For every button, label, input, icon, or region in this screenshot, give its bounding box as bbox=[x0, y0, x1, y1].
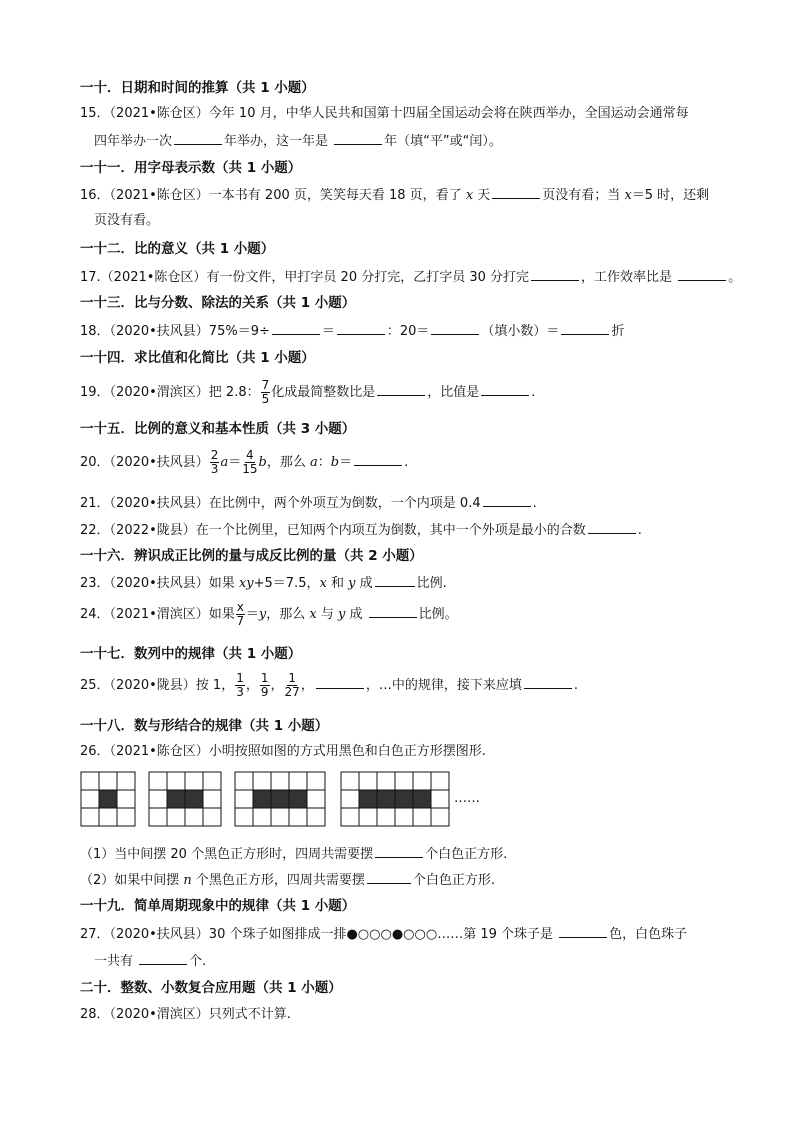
numerator: 1 bbox=[236, 671, 244, 685]
white-square bbox=[377, 808, 395, 826]
white-square bbox=[117, 808, 135, 826]
variable-b: b bbox=[330, 455, 340, 470]
section-heading: 一十八．数与形结合的规律（共 1 小题） bbox=[80, 718, 329, 734]
black-square bbox=[271, 790, 289, 808]
question-16-text-cont: 页没有看。 bbox=[94, 213, 160, 228]
text: 页没有看；当 bbox=[542, 188, 625, 203]
text: . bbox=[531, 385, 536, 400]
white-square bbox=[253, 772, 271, 790]
black-square bbox=[185, 790, 203, 808]
answer-blank[interactable] bbox=[524, 676, 572, 689]
text: 年（填“平”或“闰）。 bbox=[384, 134, 502, 149]
white-square bbox=[117, 772, 135, 790]
text: ，工作效率比是 bbox=[581, 270, 677, 285]
text: 成 bbox=[355, 576, 373, 591]
variable-x: x bbox=[624, 188, 632, 203]
text: 20．（2020•扶风县） bbox=[80, 455, 209, 470]
denominator: 27 bbox=[284, 685, 300, 699]
text: 一共有 bbox=[94, 954, 138, 969]
white-square bbox=[341, 790, 359, 808]
denominator: 15 bbox=[242, 462, 258, 476]
answer-blank[interactable] bbox=[375, 574, 415, 587]
white-square bbox=[289, 808, 307, 826]
ellipsis: …… bbox=[454, 791, 480, 806]
text: ， bbox=[270, 678, 284, 693]
variable-x: x bbox=[465, 188, 474, 203]
text: ： bbox=[317, 455, 331, 470]
white-square bbox=[253, 808, 271, 826]
question-26-part-1 bbox=[80, 845, 507, 863]
text: ， bbox=[245, 678, 259, 693]
variable-y: y bbox=[338, 607, 346, 622]
question-16-text bbox=[80, 186, 709, 204]
answer-blank[interactable] bbox=[316, 676, 364, 689]
variable-x: x bbox=[319, 576, 327, 591]
bead-sequence: ●○○○●○○○ bbox=[346, 927, 438, 942]
white-square bbox=[271, 808, 289, 826]
fraction bbox=[235, 672, 245, 699]
text: . bbox=[573, 678, 578, 693]
text: 25．（2020•陇县）按 1， bbox=[80, 678, 235, 693]
white-square bbox=[395, 772, 413, 790]
text: . bbox=[637, 523, 642, 538]
numerator: 2 bbox=[210, 448, 219, 462]
numerator: 1 bbox=[260, 671, 269, 685]
text: 和 bbox=[326, 576, 349, 591]
answer-blank[interactable] bbox=[272, 322, 320, 335]
black-square bbox=[289, 790, 307, 808]
denominator: 3 bbox=[236, 685, 244, 699]
numerator: x bbox=[236, 600, 244, 614]
black-square bbox=[413, 790, 431, 808]
text: 化成最简整数比是 bbox=[271, 385, 376, 400]
black-square bbox=[395, 790, 413, 808]
text: 19．（2020•渭滨区）把 2.8： bbox=[80, 385, 260, 400]
question-18-text bbox=[80, 322, 624, 340]
white-square bbox=[185, 772, 203, 790]
text: ，那么 bbox=[266, 455, 310, 470]
white-square bbox=[307, 772, 325, 790]
answer-blank[interactable] bbox=[481, 383, 529, 396]
answer-blank[interactable] bbox=[139, 952, 187, 965]
text: 23．（2020•扶风县）如果 bbox=[80, 576, 239, 591]
section-heading: 一十九．简单周期现象中的规律（共 1 小题） bbox=[80, 898, 356, 914]
text: 16．（2021•陈仓区）一本书有 200 页，笑笑每天看 18 页，看了 bbox=[80, 188, 466, 203]
question-26-part-2 bbox=[80, 871, 495, 889]
variable-y: y bbox=[348, 576, 356, 591]
white-square bbox=[431, 790, 449, 808]
text: 。 bbox=[728, 270, 742, 285]
text: 个. bbox=[189, 954, 207, 969]
white-square bbox=[431, 808, 449, 826]
text: ：20＝ bbox=[386, 324, 430, 339]
text: （2）如果中间摆 bbox=[80, 873, 184, 888]
text: 个白色正方形. bbox=[412, 873, 496, 888]
text: 个黑色正方形，四周共需要摆 bbox=[191, 873, 365, 888]
answer-blank[interactable] bbox=[375, 845, 423, 858]
white-square bbox=[395, 808, 413, 826]
white-square bbox=[149, 808, 167, 826]
text: . bbox=[532, 496, 537, 511]
question-27-text bbox=[80, 925, 687, 943]
answer-blank[interactable] bbox=[369, 605, 417, 618]
white-square bbox=[117, 790, 135, 808]
fraction bbox=[210, 449, 220, 476]
question-17-text bbox=[80, 268, 741, 286]
white-square bbox=[235, 790, 253, 808]
text: 成 bbox=[345, 607, 367, 622]
text: ＝ bbox=[228, 455, 242, 470]
white-square bbox=[271, 772, 289, 790]
white-square bbox=[99, 772, 117, 790]
section-heading: 一十四．求比值和化简比（共 1 小题） bbox=[80, 350, 315, 366]
text: （1）当中间摆 20 个黑色正方形时，四周共需要摆 bbox=[80, 847, 374, 862]
black-square bbox=[99, 790, 117, 808]
denominator: 5 bbox=[261, 392, 270, 406]
question-25-text bbox=[80, 671, 578, 701]
white-square bbox=[81, 790, 99, 808]
answer-blank[interactable] bbox=[367, 871, 411, 884]
question-26-text: 26．（2021•陈仓区）小明按照如图的方式用黑色和白色正方形摆图形. bbox=[80, 744, 486, 759]
text: ，比值是 bbox=[427, 385, 480, 400]
text: 17.（2021•陈仓区）有一份文件，甲打字员 20 分打完，乙打字员 30 分打完 bbox=[80, 270, 530, 285]
text: +5＝7.5， bbox=[253, 576, 320, 591]
question-15-text-cont bbox=[94, 132, 502, 150]
black-square bbox=[167, 790, 185, 808]
text: ……第 19 个珠子是 bbox=[437, 927, 558, 942]
white-square bbox=[377, 772, 395, 790]
fraction bbox=[260, 672, 270, 699]
denominator: 9 bbox=[260, 685, 269, 699]
section-heading: 二十．整数、小数复合应用题（共 1 小题） bbox=[80, 980, 342, 996]
white-square bbox=[81, 808, 99, 826]
question-22-text bbox=[80, 521, 642, 539]
section-heading: 一十七．数列中的规律（共 1 小题） bbox=[80, 646, 302, 662]
white-square bbox=[413, 772, 431, 790]
white-square bbox=[203, 772, 221, 790]
section-heading: 一十三．比与分数、除法的关系（共 1 小题） bbox=[80, 295, 356, 311]
text: 27．（2020•扶风县）30 个珠子如图排成一排 bbox=[80, 927, 347, 942]
variable-a: a bbox=[309, 455, 318, 470]
variable-a: a bbox=[220, 455, 229, 470]
text: 折 bbox=[611, 324, 625, 339]
text: 21．（2020•扶风县）在比例中，两个外项互为倒数，一个内项是 0.4 bbox=[80, 496, 481, 511]
fraction bbox=[236, 601, 245, 628]
section-heading: 一十一．用字母表示数（共 1 小题） bbox=[80, 160, 302, 176]
text: . bbox=[404, 455, 409, 470]
text: ＝ bbox=[321, 324, 335, 339]
text: 24．（2021•渭滨区）如果 bbox=[80, 607, 235, 622]
section-heading: 一十．日期和时间的推算（共 1 小题） bbox=[80, 80, 315, 96]
question-15-text: 15．（2021•陈仓区）今年 10 月，中华人民共和国第十四届全国运动会将在陕西举办，全国运动会通常每 bbox=[80, 106, 689, 121]
text: 22．（2022•陇县）在一个比例里，已知两个内项互为倒数，其中一个外项是最小的合数 bbox=[80, 523, 586, 538]
question-20-text bbox=[80, 448, 408, 478]
white-square bbox=[167, 772, 185, 790]
white-square bbox=[185, 808, 203, 826]
text: ， bbox=[300, 678, 314, 693]
answer-blank[interactable] bbox=[588, 521, 636, 534]
answer-blank[interactable] bbox=[334, 132, 382, 145]
numerator: 4 bbox=[246, 448, 254, 462]
numerator: 1 bbox=[288, 671, 296, 685]
white-square bbox=[235, 772, 253, 790]
text: 18．（2020•扶风县）75%＝9÷ bbox=[80, 324, 270, 339]
text: 比例. bbox=[416, 576, 447, 591]
question-24-text bbox=[80, 600, 458, 630]
answer-blank[interactable] bbox=[678, 268, 726, 281]
white-square bbox=[81, 772, 99, 790]
text: 个白色正方形. bbox=[425, 847, 508, 862]
black-square bbox=[377, 790, 395, 808]
pattern-2 bbox=[148, 771, 222, 829]
text: ＝ bbox=[339, 455, 353, 470]
variable-y: y bbox=[258, 607, 267, 622]
fraction bbox=[285, 672, 300, 699]
white-square bbox=[99, 808, 117, 826]
white-square bbox=[149, 772, 167, 790]
question-21-text bbox=[80, 494, 537, 512]
white-square bbox=[359, 772, 377, 790]
black-square bbox=[253, 790, 271, 808]
text: 色，白色珠子 bbox=[609, 927, 688, 942]
question-27-text-cont bbox=[94, 952, 206, 970]
question-28-text: 28．（2020•渭滨区）只列式不计算. bbox=[80, 1007, 291, 1022]
pattern-4 bbox=[340, 771, 450, 829]
variable-xy: xy bbox=[238, 576, 254, 591]
answer-blank[interactable] bbox=[174, 132, 222, 145]
section-heading: 一十六．辨识成正比例的量与成反比例的量（共 2 小题） bbox=[80, 548, 423, 564]
answer-blank[interactable] bbox=[561, 322, 609, 335]
white-square bbox=[431, 772, 449, 790]
answer-blank[interactable] bbox=[559, 925, 607, 938]
answer-blank[interactable] bbox=[354, 453, 402, 466]
answer-blank[interactable] bbox=[431, 322, 479, 335]
white-square bbox=[413, 808, 431, 826]
variable-b: b bbox=[258, 455, 267, 470]
black-square bbox=[359, 790, 377, 808]
white-square bbox=[341, 808, 359, 826]
white-square bbox=[149, 790, 167, 808]
question-23-text bbox=[80, 574, 447, 592]
answer-blank[interactable] bbox=[492, 186, 540, 199]
white-square bbox=[203, 790, 221, 808]
white-square bbox=[307, 808, 325, 826]
section-heading: 一十二．比的意义（共 1 小题） bbox=[80, 241, 275, 257]
answer-blank[interactable] bbox=[337, 322, 385, 335]
white-square bbox=[289, 772, 307, 790]
section-heading: 一十五．比例的意义和基本性质（共 3 小题） bbox=[80, 421, 356, 437]
answer-blank[interactable] bbox=[531, 268, 579, 281]
fraction bbox=[242, 449, 257, 476]
text: ，那么 bbox=[266, 607, 310, 622]
text: ＝5 时，还剩 bbox=[631, 188, 710, 203]
variable-x: x bbox=[309, 607, 317, 622]
white-square bbox=[307, 790, 325, 808]
denominator: 3 bbox=[210, 462, 219, 476]
white-square bbox=[359, 808, 377, 826]
text: 比例。 bbox=[418, 607, 458, 622]
pattern-3 bbox=[234, 771, 326, 829]
numerator: 7 bbox=[261, 378, 270, 392]
white-square bbox=[235, 808, 253, 826]
fraction bbox=[261, 379, 271, 406]
variable-n: n bbox=[183, 873, 192, 888]
denominator: 7 bbox=[236, 614, 245, 628]
answer-blank[interactable] bbox=[377, 383, 425, 396]
question-19-text bbox=[80, 378, 535, 408]
text: 四年举办一次 bbox=[94, 134, 173, 149]
text: ，…中的规律，接下来应填 bbox=[365, 678, 522, 693]
white-square bbox=[203, 808, 221, 826]
text: 年举办，这一年是 bbox=[224, 134, 333, 149]
text: ＝ bbox=[245, 607, 259, 622]
white-square bbox=[341, 772, 359, 790]
text: （填小数）＝ bbox=[481, 324, 560, 339]
answer-blank[interactable] bbox=[483, 494, 531, 507]
white-square bbox=[167, 808, 185, 826]
text: 天 bbox=[473, 188, 491, 203]
text: 与 bbox=[316, 607, 339, 622]
pattern-1 bbox=[80, 771, 136, 829]
